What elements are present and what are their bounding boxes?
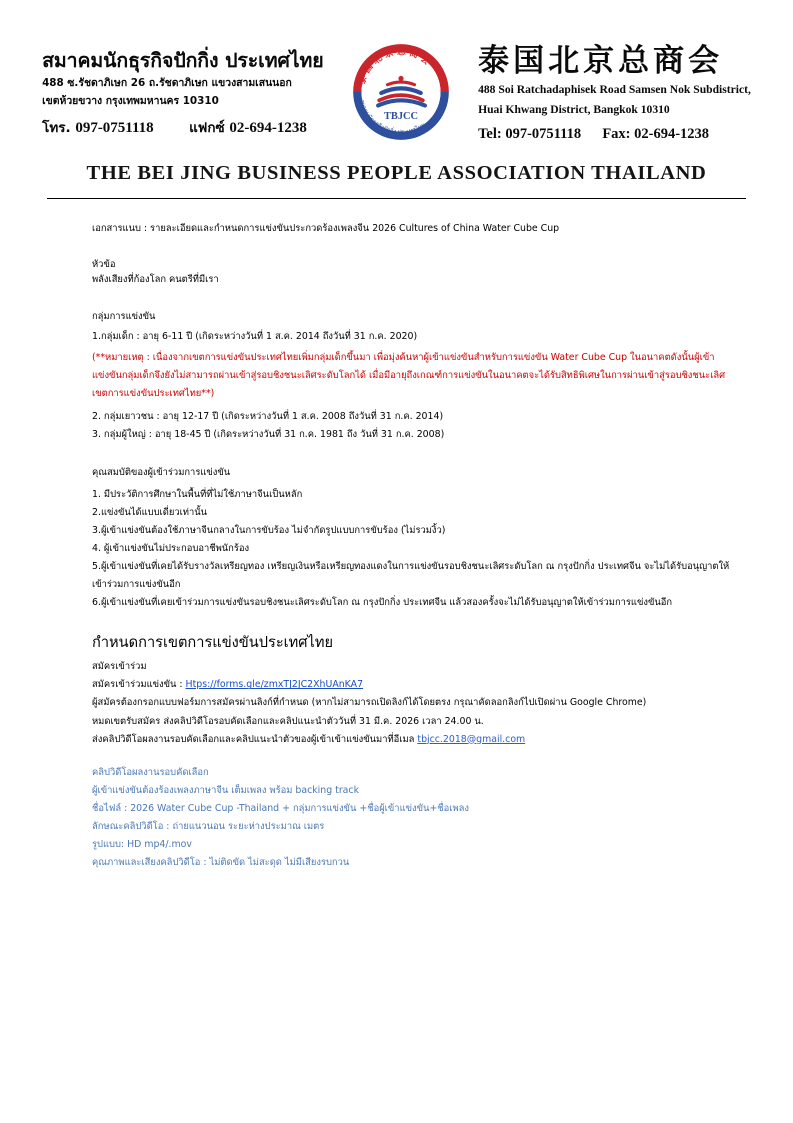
qualification-item: 3.ผู้เข้าแข่งขันต้องใช้ภาษาจีนกลางในการขับร้อง ไม่จำกัดรูปแบบการขับร้อง (ไม่รวมงิ้ว) xyxy=(92,524,446,536)
application-form-link[interactable]: Htps://forms.gle/zmxTJ2JC2XhUAnKA7 xyxy=(185,679,364,691)
deadline-line: หมดเขตรับสมัคร ส่งคลิปวิดีโอรอบคัดเลือกและคลิปแนะนำตัววันที่ 31 มี.ค. 2026 เวลา 24.00 น. xyxy=(92,715,484,727)
letterhead-chinese-english-block xyxy=(460,42,751,143)
video-section-line: ชื่อไฟล์ : 2026 Water Cube Cup -Thailand + กลุ่มการแข่งขัน +ชื่อผู้เข้าแข่งขัน+ชื่อเพลง xyxy=(92,802,469,814)
spacer xyxy=(92,749,735,764)
spacer xyxy=(92,612,735,633)
thai-address-line-2: เขตห้วยขวาง กรุงเทพมหานคร 10310 xyxy=(42,94,219,107)
group-youth: 2. กลุ่มเยาวชน : อายุ 12-17 ปี (เกิดระหว่างวันที่ 1 ส.ค. 2008 ถึงวันที่ 31 ก.ค. 2014) xyxy=(92,411,444,423)
qualification-item: 5.ผู้เข้าแข่งขันที่เคยได้รับรางวัลเหรียญทอง เหรียญเงินหรือเหรียญทองแดงในการแข่งขันรอบชิงชนะเลิศระดับโลก ณ กรุงปักกิ่ง ประเทศจีน จะไม่ได้รับอนุญาตให้เข้าร่วมการแข่งขันอีก xyxy=(92,560,730,590)
apply-note: ผู้สมัครต้องกรอกแบบฟอร์มการสมัครผ่านลิงก์ที่กำหนด (หากไม่สามารถเปิดลิงก์ได้โดยตรง กรุณาคัดลอกลิงก์ไปเปิดผ่าน Google Chrome) xyxy=(92,697,647,709)
thai-address-line-1: 488 ซ.รัชดาภิเษก 26 ถ.รัชดาภิเษก แขวงสามเสนนอก xyxy=(42,76,292,89)
submission-email-link[interactable]: tbjcc.2018@gmail.com xyxy=(417,733,526,745)
qualifications-heading: คุณสมบัติของผู้เข้าร่วมการแข่งขัน xyxy=(92,467,231,479)
english-address-line-2: Huai Khwang District, Bangkok 10310 xyxy=(478,103,670,117)
svg-text:泰 国 北 京 总 商 会: 泰 国 北 京 总 商 会 xyxy=(357,47,432,86)
letterhead xyxy=(0,0,793,150)
english-address-line-1: 488 Soi Ratchadaphisek Road Samsen Nok Subdistrict, xyxy=(478,82,751,96)
thai-tel-value: 097-0751118 xyxy=(75,119,154,136)
attachment-line: เอกสารแนบ : รายละเอียดและกำหนดการแข่งขันประกวดร้องเพลงจีน 2026 Cultures of China Water Cube Cup xyxy=(92,223,560,234)
apply-label: สมัครเข้าร่วม xyxy=(92,661,147,673)
groups-heading: กลุ่มการแข่งขัน xyxy=(92,310,156,322)
logo-graphic xyxy=(349,40,453,144)
logo-wordmark: TBJCC xyxy=(384,111,419,123)
english-tel-value: 097-0751118 xyxy=(505,125,582,142)
letterhead-thai-block xyxy=(42,46,342,138)
english-tel-label: Tel: xyxy=(478,125,502,142)
group-children-note: (**หมายเหตุ : เนื่องจากเขตการแข่งขันประเทศไทยเพิ่มกลุ่มเด็กขึ้นมา เพื่อมุ่งค้นหาผู้เข้าแข่งขันสำหรับการแข่งขัน Water Cube Cup ในอนาคตดังนั้นผู้เข้าแข่งขันกลุ่มเด็กจึงยังไม่สามารถผ่านเข้าสู่รอบชิงชนะเลิศระดับโลกได้ เมื่อมีอายุถึงเกณฑ์การแข่งขันในอนาคตจะได้รับสิทธิพิเศษในการผ่านเข้าสู่รอบชิงชนะเลิศเขตการแข่งขันประเทศไทย**) xyxy=(92,352,726,400)
schedule-heading: กำหนดการเขตการแข่งขันประเทศไทย xyxy=(92,633,334,651)
english-contact-line xyxy=(478,126,751,143)
topic-value: พลังเสียงที่ก้องโลก คนตรีที่มีเรา xyxy=(92,274,219,286)
group-adult: 3. กลุ่มผู้ใหญ่ : อายุ 18-45 ปี (เกิดระหว่างวันที่ 31 ก.ค. 1981 ถึง วันที่ 31 ก.ค. 2008) xyxy=(92,429,445,441)
submit-email-line xyxy=(92,731,735,749)
spacer xyxy=(92,288,735,309)
video-section-line: ลักษณะคลิปวิดีโอ : ถ่ายแนวนอน ระยะห่างประมาณ เมตร xyxy=(92,820,325,832)
group-children: 1.กลุ่มเด็ก : อายุ 6-11 ปี (เกิดระหว่างวันที่ 1 ส.ค. 2014 ถึงวันที่ 31 ก.ค. 2020) xyxy=(92,330,418,342)
chinese-org-name: 泰国北京总商会 xyxy=(478,42,724,79)
qualification-item: 6.ผู้เข้าแข่งขันที่เคยเข้าร่วมการแข่งขันรอบชิงชนะเลิศระดับโลก ณ กรุงปักกิ่ง ประเทศจีน แล้วสองครั้งจะไม่ได้รับอนุญาตให้เข้าร่วมการแข่งขันอีก xyxy=(92,596,673,608)
apply-link-prefix: สมัครเข้าร่วมแข่งขัน : xyxy=(92,679,186,691)
english-fax-value: 02-694-1238 xyxy=(634,125,710,142)
tbjcc-logo xyxy=(342,40,460,144)
thai-fax-label: แฟกซ์ xyxy=(189,119,225,136)
thai-tel-label: โทร. xyxy=(42,119,71,136)
association-banner: THE BEI JING BUSINESS PEOPLE ASSOCIATION THAILAND xyxy=(86,162,707,184)
spacer xyxy=(92,444,735,465)
qualification-item: 1. มีประวัติการศึกษาในพื้นที่ที่ไม่ใช้ภาษาจีนเป็นหลัก xyxy=(92,488,303,500)
english-fax-label: Fax: xyxy=(602,125,631,142)
apply-link-line xyxy=(92,676,735,694)
qualification-item: 2.แข่งขันได้แบบเดี่ยวเท่านั้น xyxy=(92,506,208,518)
video-section-line: คุณภาพและเสียงคลิปวิดีโอ : ไม่ติดขัด ไม่สะดุด ไม่มีเสียงรบกวน xyxy=(92,856,350,868)
qualification-item: 4. ผู้เข้าแข่งขันไม่ประกอบอาชีพนักร้อง xyxy=(92,542,250,554)
thai-contact-line xyxy=(42,116,342,138)
svg-text:สมาคมนักธุรกิจปักกิ่ง ประเทศไท: สมาคมนักธุรกิจปักกิ่ง ประเทศไทย xyxy=(358,98,427,136)
submit-line-prefix: ส่งคลิปวิดีโอผลงานรอบคัดเลือกและคลิปแนะนำตัวของผู้เข้าเข้าแข่งขันมาที่อีเมล xyxy=(92,733,418,745)
video-section-line: คลิปวิดีโอผลงานรอบคัดเลือก xyxy=(92,766,209,778)
spacer xyxy=(92,236,735,257)
document-body xyxy=(0,199,793,872)
topic-label: หัวข้อ xyxy=(92,259,116,271)
thai-org-name: สมาคมนักธุรกิจปักกิ่ง ประเทศไทย xyxy=(42,49,324,73)
tbjcc-emblem-icon xyxy=(349,40,453,144)
thai-fax-value: 02-694-1238 xyxy=(229,119,307,136)
video-section-line: รูปแบบ: HD mp4/.mov xyxy=(92,838,192,850)
video-section-line: ผู้เข้าแข่งขันต้องร้องเพลงภาษาจีน เต็มเพลง พร้อม backing track xyxy=(92,784,360,796)
